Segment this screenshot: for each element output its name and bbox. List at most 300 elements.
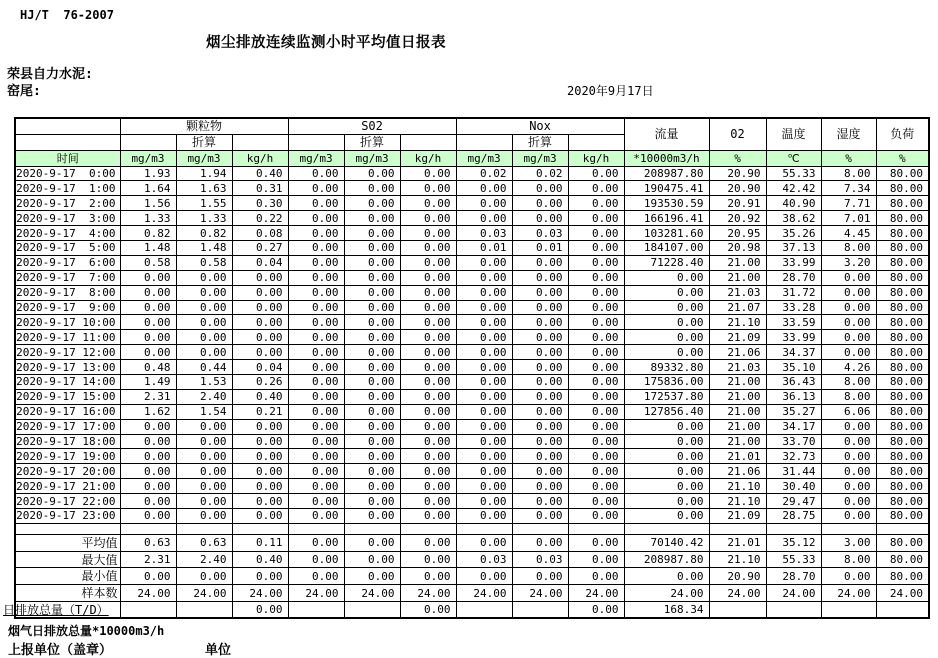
summary-row — [15, 585, 929, 602]
value-cell — [709, 602, 766, 619]
blank-cell — [512, 523, 568, 534]
value-cell: 0.00 — [400, 479, 456, 494]
unit-cell: mg/m3 — [288, 150, 344, 166]
value-cell: 0.04 — [232, 255, 288, 270]
station-name: 窑尾: — [7, 84, 41, 99]
value-cell: 0.00 — [176, 434, 232, 449]
value-cell: 0.00 — [176, 494, 232, 509]
value-cell: 0.00 — [456, 360, 512, 375]
value-cell: 0.00 — [120, 479, 176, 494]
value-cell: 31.72 — [766, 285, 821, 300]
value-cell: 0.40 — [232, 389, 288, 404]
value-cell: 0.00 — [344, 360, 400, 375]
hourly-row — [15, 449, 929, 464]
value-cell: 35.10 — [766, 360, 821, 375]
value-cell: 0.00 — [512, 285, 568, 300]
value-cell: 33.99 — [766, 330, 821, 345]
value-cell: 0.00 — [288, 211, 344, 226]
value-cell — [766, 602, 821, 619]
value-cell: 0.00 — [456, 449, 512, 464]
time-cell: 2020-9-17 4:00 — [15, 226, 120, 241]
value-cell: 0.00 — [568, 226, 624, 241]
value-cell: 0.00 — [568, 551, 624, 568]
value-cell: 0.00 — [456, 404, 512, 419]
value-cell: 0.00 — [568, 211, 624, 226]
value-cell: 0.00 — [400, 494, 456, 509]
value-cell: 0.00 — [288, 434, 344, 449]
value-cell: 0.21 — [232, 404, 288, 419]
value-cell: 0.00 — [400, 551, 456, 568]
value-cell: 0.00 — [288, 374, 344, 389]
value-cell: 0.00 — [400, 389, 456, 404]
hourly-row — [15, 479, 929, 494]
value-cell: 0.00 — [568, 494, 624, 509]
value-cell: 208987.80 — [624, 551, 709, 568]
value-cell: 28.70 — [766, 568, 821, 585]
hourly-row — [15, 196, 929, 211]
value-cell: 21.00 — [709, 374, 766, 389]
value-cell: 0.00 — [288, 389, 344, 404]
unit-cell: % — [709, 150, 766, 166]
converted-label: 折算 — [344, 134, 400, 150]
value-cell: 0.00 — [344, 270, 400, 285]
value-cell: 2.40 — [176, 389, 232, 404]
value-cell: 0.00 — [512, 568, 568, 585]
value-cell: 0.00 — [512, 211, 568, 226]
value-cell: 0.00 — [512, 434, 568, 449]
time-cell: 2020-9-17 19:00 — [15, 449, 120, 464]
value-cell: 0.00 — [288, 315, 344, 330]
value-cell: 21.09 — [709, 508, 766, 523]
value-cell: 35.12 — [766, 534, 821, 551]
value-cell: 0.00 — [821, 568, 876, 585]
value-cell: 0.00 — [344, 494, 400, 509]
value-cell: 80.00 — [876, 404, 929, 419]
value-cell: 0.00 — [568, 360, 624, 375]
value-cell: 168.34 — [624, 602, 709, 619]
value-cell: 24.00 — [624, 585, 709, 602]
value-cell: 0.00 — [512, 479, 568, 494]
report-table — [3, 117, 930, 619]
value-cell: 32.73 — [766, 449, 821, 464]
value-cell: 0.00 — [176, 285, 232, 300]
value-cell: 0.00 — [288, 255, 344, 270]
value-cell: 21.03 — [709, 285, 766, 300]
value-cell: 0.00 — [288, 181, 344, 196]
converted-label: 折算 — [176, 134, 232, 150]
value-cell: 0.00 — [821, 419, 876, 434]
time-cell: 2020-9-17 3:00 — [15, 211, 120, 226]
blank-cell — [456, 523, 512, 534]
value-cell: 21.06 — [709, 345, 766, 360]
value-cell: 0.00 — [568, 166, 624, 181]
daily-total-label-text: 日排放总量（T/D） — [3, 602, 109, 617]
value-cell: 21.00 — [709, 419, 766, 434]
value-cell: 89332.80 — [624, 360, 709, 375]
value-cell: 0.00 — [568, 389, 624, 404]
value-cell: 0.00 — [568, 479, 624, 494]
hourly-row — [15, 166, 929, 181]
time-cell: 2020-9-17 15:00 — [15, 389, 120, 404]
time-cell: 2020-9-17 18:00 — [15, 434, 120, 449]
summary-label: 最小值 — [15, 568, 120, 585]
hourly-row — [15, 464, 929, 479]
value-cell: 0.00 — [456, 345, 512, 360]
unit-cell: kg/h — [232, 150, 288, 166]
value-cell: 0.82 — [120, 226, 176, 241]
value-cell: 21.10 — [709, 479, 766, 494]
value-cell: 21.00 — [709, 270, 766, 285]
value-cell: 1.55 — [176, 196, 232, 211]
value-cell: 35.26 — [766, 226, 821, 241]
value-cell: 0.00 — [288, 270, 344, 285]
header-units-row — [15, 150, 929, 166]
value-cell: 193530.59 — [624, 196, 709, 211]
value-cell: 1.94 — [176, 166, 232, 181]
value-cell: 0.00 — [821, 270, 876, 285]
value-cell: 20.92 — [709, 211, 766, 226]
time-cell: 2020-9-17 1:00 — [15, 181, 120, 196]
summary-label: 平均值 — [15, 534, 120, 551]
value-cell — [288, 602, 344, 619]
value-cell: 0.00 — [568, 602, 624, 619]
value-cell: 0.00 — [624, 508, 709, 523]
value-cell: 0.00 — [176, 345, 232, 360]
value-cell: 80.00 — [876, 330, 929, 345]
unit-label: 单位 — [205, 643, 232, 658]
hourly-row — [15, 404, 929, 419]
value-cell: 0.03 — [512, 551, 568, 568]
value-cell: 0.00 — [288, 449, 344, 464]
value-cell: 0.00 — [624, 419, 709, 434]
value-cell: 24.00 — [232, 585, 288, 602]
col-o2: 02 — [709, 118, 766, 150]
unit-cell: % — [876, 150, 929, 166]
value-cell: 0.00 — [344, 345, 400, 360]
value-cell: 0.00 — [456, 285, 512, 300]
value-cell: 0.58 — [120, 255, 176, 270]
value-cell: 80.00 — [876, 285, 929, 300]
unit-cell: mg/m3 — [176, 150, 232, 166]
group-so2: S02 — [288, 118, 456, 134]
value-cell: 0.00 — [344, 330, 400, 345]
value-cell: 0.00 — [344, 285, 400, 300]
value-cell: 0.00 — [512, 374, 568, 389]
value-cell: 0.00 — [512, 255, 568, 270]
value-cell: 0.00 — [344, 389, 400, 404]
value-cell: 1.62 — [120, 404, 176, 419]
value-cell: 0.00 — [456, 389, 512, 404]
value-cell: 0.00 — [232, 464, 288, 479]
value-cell: 0.00 — [624, 568, 709, 585]
blank-cell — [15, 134, 120, 150]
value-cell: 0.00 — [821, 300, 876, 315]
value-cell: 190475.41 — [624, 181, 709, 196]
value-cell: 0.00 — [288, 494, 344, 509]
summary-row — [15, 551, 929, 568]
value-cell: 24.00 — [568, 585, 624, 602]
col-temperature: 温度 — [766, 118, 821, 150]
time-col-header: 时间 — [15, 150, 120, 166]
value-cell: 0.00 — [344, 449, 400, 464]
value-cell: 0.00 — [400, 449, 456, 464]
value-cell: 8.00 — [821, 374, 876, 389]
value-cell: 0.00 — [568, 255, 624, 270]
value-cell: 0.00 — [568, 300, 624, 315]
value-cell: 21.06 — [709, 464, 766, 479]
value-cell: 0.00 — [821, 479, 876, 494]
hourly-row — [15, 270, 929, 285]
value-cell: 4.26 — [821, 360, 876, 375]
spacer-row — [15, 523, 929, 534]
value-cell: 1.53 — [176, 374, 232, 389]
value-cell: 0.00 — [232, 285, 288, 300]
value-cell: 1.49 — [120, 374, 176, 389]
value-cell: 0.00 — [232, 419, 288, 434]
value-cell: 0.00 — [120, 464, 176, 479]
value-cell: 0.00 — [568, 449, 624, 464]
value-cell: 0.26 — [232, 374, 288, 389]
value-cell: 0.00 — [344, 551, 400, 568]
unit-cell: mg/m3 — [512, 150, 568, 166]
value-cell: 0.00 — [400, 345, 456, 360]
value-cell: 21.09 — [709, 330, 766, 345]
value-cell: 0.00 — [120, 300, 176, 315]
value-cell: 0.00 — [232, 568, 288, 585]
hourly-row — [15, 419, 929, 434]
value-cell: 0.00 — [120, 315, 176, 330]
value-cell: 0.00 — [400, 508, 456, 523]
value-cell: 0.00 — [456, 330, 512, 345]
value-cell: 0.00 — [512, 389, 568, 404]
value-cell: 0.44 — [176, 360, 232, 375]
blank-cell — [709, 523, 766, 534]
value-cell: 21.00 — [709, 389, 766, 404]
blank-cell — [120, 523, 176, 534]
value-cell: 0.00 — [512, 181, 568, 196]
blank-cell — [288, 523, 344, 534]
value-cell: 36.13 — [766, 389, 821, 404]
value-cell: 24.00 — [512, 585, 568, 602]
value-cell: 0.00 — [624, 345, 709, 360]
value-cell: 0.00 — [120, 285, 176, 300]
value-cell: 0.00 — [624, 449, 709, 464]
value-cell: 0.00 — [821, 449, 876, 464]
value-cell: 0.01 — [512, 240, 568, 255]
value-cell: 0.00 — [288, 360, 344, 375]
value-cell: 0.03 — [456, 226, 512, 241]
value-cell: 80.00 — [876, 300, 929, 315]
col-load: 负荷 — [876, 118, 929, 150]
value-cell: 20.98 — [709, 240, 766, 255]
blank-cell — [176, 523, 232, 534]
value-cell: 0.00 — [288, 285, 344, 300]
value-cell: 80.00 — [876, 389, 929, 404]
value-cell: 80.00 — [876, 508, 929, 523]
value-cell: 30.40 — [766, 479, 821, 494]
value-cell: 24.00 — [288, 585, 344, 602]
value-cell: 21.10 — [709, 551, 766, 568]
value-cell: 8.00 — [821, 240, 876, 255]
hourly-row — [15, 285, 929, 300]
value-cell: 0.00 — [288, 404, 344, 419]
value-cell: 0.00 — [568, 419, 624, 434]
col-humidity: 湿度 — [821, 118, 876, 150]
value-cell: 0.00 — [288, 300, 344, 315]
group-particulate: 颗粒物 — [120, 118, 288, 134]
time-cell: 2020-9-17 13:00 — [15, 360, 120, 375]
unit-cell: kg/h — [400, 150, 456, 166]
blank-cell — [288, 134, 344, 150]
value-cell: 0.00 — [512, 464, 568, 479]
value-cell: 37.13 — [766, 240, 821, 255]
value-cell: 80.00 — [876, 166, 929, 181]
summary-row — [15, 534, 929, 551]
unit-cell: *10000m3/h — [624, 150, 709, 166]
value-cell: 80.00 — [876, 211, 929, 226]
value-cell: 0.00 — [400, 255, 456, 270]
value-cell: 38.62 — [766, 211, 821, 226]
value-cell: 0.00 — [568, 374, 624, 389]
hourly-row — [15, 255, 929, 270]
value-cell: 0.00 — [176, 315, 232, 330]
value-cell: 8.00 — [821, 551, 876, 568]
value-cell: 2.31 — [120, 389, 176, 404]
blank-cell — [456, 134, 512, 150]
hourly-row — [15, 181, 929, 196]
value-cell: 0.00 — [821, 494, 876, 509]
value-cell: 0.03 — [512, 226, 568, 241]
time-cell: 2020-9-17 22:00 — [15, 494, 120, 509]
value-cell: 8.00 — [821, 389, 876, 404]
blank-cell — [15, 523, 120, 534]
value-cell: 7.01 — [821, 211, 876, 226]
value-cell: 0.00 — [288, 240, 344, 255]
value-cell: 0.00 — [400, 166, 456, 181]
value-cell: 36.43 — [766, 374, 821, 389]
value-cell: 55.33 — [766, 166, 821, 181]
value-cell: 0.00 — [512, 315, 568, 330]
value-cell: 0.00 — [821, 464, 876, 479]
value-cell: 21.07 — [709, 300, 766, 315]
value-cell: 21.10 — [709, 494, 766, 509]
value-cell — [344, 602, 400, 619]
value-cell: 80.00 — [876, 240, 929, 255]
value-cell: 0.00 — [400, 360, 456, 375]
value-cell: 0.00 — [400, 181, 456, 196]
unit-cell: mg/m3 — [456, 150, 512, 166]
value-cell: 33.59 — [766, 315, 821, 330]
value-cell: 80.00 — [876, 434, 929, 449]
unit-cell: mg/m3 — [120, 150, 176, 166]
blank-cell — [400, 134, 456, 150]
value-cell: 0.00 — [400, 226, 456, 241]
unit-cell: % — [821, 150, 876, 166]
value-cell: 80.00 — [876, 534, 929, 551]
value-cell: 0.00 — [512, 449, 568, 464]
value-cell: 0.27 — [232, 240, 288, 255]
value-cell: 0.00 — [232, 330, 288, 345]
value-cell: 7.71 — [821, 196, 876, 211]
value-cell: 0.00 — [120, 494, 176, 509]
value-cell: 80.00 — [876, 181, 929, 196]
value-cell: 0.00 — [821, 330, 876, 345]
value-cell: 1.56 — [120, 196, 176, 211]
value-cell: 0.00 — [232, 434, 288, 449]
company-name: 荣县自力水泥: — [7, 67, 93, 82]
value-cell: 0.00 — [400, 434, 456, 449]
value-cell: 2.31 — [120, 551, 176, 568]
value-cell: 0.00 — [232, 315, 288, 330]
value-cell: 0.00 — [821, 285, 876, 300]
value-cell: 20.95 — [709, 226, 766, 241]
value-cell — [821, 602, 876, 619]
value-cell: 0.00 — [512, 330, 568, 345]
value-cell: 24.00 — [400, 585, 456, 602]
value-cell: 80.00 — [876, 374, 929, 389]
value-cell: 0.00 — [344, 479, 400, 494]
time-cell: 2020-9-17 21:00 — [15, 479, 120, 494]
value-cell: 42.42 — [766, 181, 821, 196]
value-cell: 0.82 — [176, 226, 232, 241]
value-cell: 0.00 — [512, 508, 568, 523]
value-cell: 80.00 — [876, 196, 929, 211]
value-cell: 0.00 — [456, 211, 512, 226]
time-cell: 2020-9-17 9:00 — [15, 300, 120, 315]
value-cell: 0.00 — [624, 270, 709, 285]
value-cell: 0.63 — [176, 534, 232, 551]
value-cell: 0.04 — [232, 360, 288, 375]
value-cell: 0.00 — [624, 285, 709, 300]
blank-cell — [766, 523, 821, 534]
value-cell: 0.00 — [568, 315, 624, 330]
value-cell: 0.00 — [512, 270, 568, 285]
value-cell: 0.00 — [288, 419, 344, 434]
daily-total-label — [3, 602, 120, 619]
value-cell: 0.00 — [288, 551, 344, 568]
value-cell: 0.00 — [821, 345, 876, 360]
blank-cell — [624, 523, 709, 534]
value-cell: 0.00 — [400, 404, 456, 419]
time-cell: 2020-9-17 5:00 — [15, 240, 120, 255]
value-cell: 0.00 — [512, 196, 568, 211]
value-cell: 0.00 — [568, 330, 624, 345]
value-cell: 0.03 — [456, 551, 512, 568]
time-cell: 2020-9-17 2:00 — [15, 196, 120, 211]
value-cell: 0.02 — [512, 166, 568, 181]
value-cell: 1.63 — [176, 181, 232, 196]
hourly-row — [15, 494, 929, 509]
value-cell: 0.00 — [456, 181, 512, 196]
value-cell: 0.00 — [456, 419, 512, 434]
value-cell: 0.00 — [288, 196, 344, 211]
value-cell: 0.00 — [344, 534, 400, 551]
value-cell: 21.01 — [709, 534, 766, 551]
time-cell: 2020-9-17 17:00 — [15, 419, 120, 434]
value-cell: 0.00 — [232, 602, 288, 619]
value-cell: 0.00 — [176, 568, 232, 585]
hourly-row — [15, 211, 929, 226]
value-cell: 0.00 — [288, 479, 344, 494]
value-cell: 70140.42 — [624, 534, 709, 551]
blank-cell — [400, 523, 456, 534]
hourly-row — [15, 508, 929, 523]
value-cell: 1.54 — [176, 404, 232, 419]
value-cell: 0.00 — [568, 240, 624, 255]
value-cell: 0.00 — [288, 534, 344, 551]
summary-row — [15, 568, 929, 585]
value-cell: 0.00 — [400, 330, 456, 345]
